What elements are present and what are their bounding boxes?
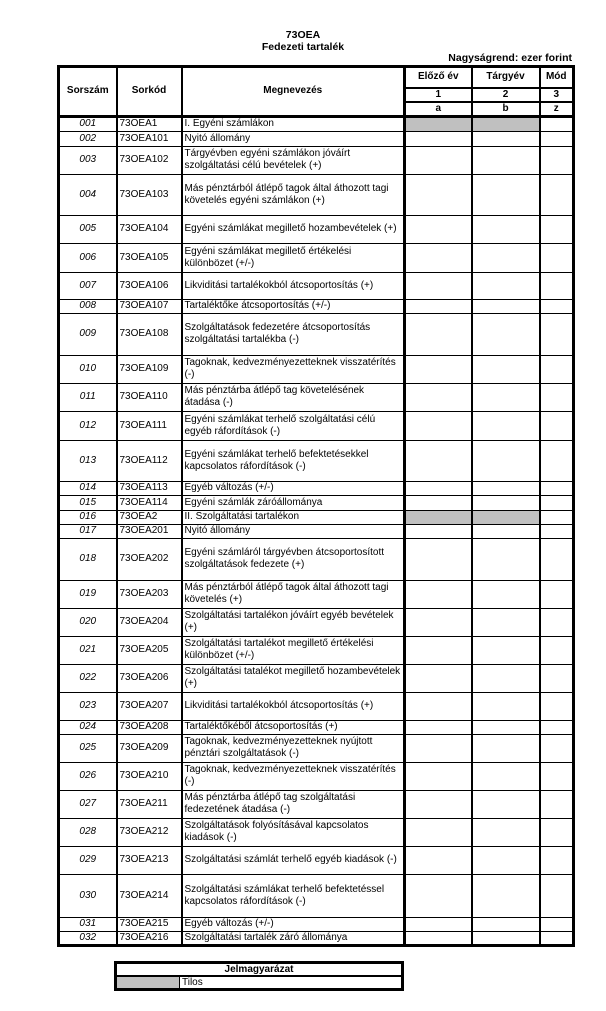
row-name: Szolgáltatási tartalékon jóváírt egyéb bevételek (+) [182, 608, 405, 636]
row-number: 028 [59, 818, 117, 846]
cell-targyev[interactable] [472, 299, 540, 313]
cell-mod[interactable] [540, 481, 574, 495]
cell-mod[interactable] [540, 931, 574, 945]
cell-mod[interactable] [540, 538, 574, 580]
row-name: I. Egyéni számlákon [182, 116, 405, 131]
cell-elozo-ev[interactable] [405, 243, 472, 272]
cell-elozo-ev [405, 116, 472, 131]
cell-elozo-ev[interactable] [405, 720, 472, 734]
cell-targyev[interactable] [472, 355, 540, 383]
cell-mod[interactable] [540, 734, 574, 762]
cell-mod[interactable] [540, 818, 574, 846]
cell-targyev[interactable] [472, 440, 540, 481]
row-number: 008 [59, 299, 117, 313]
cell-mod[interactable] [540, 524, 574, 538]
row-number: 032 [59, 931, 117, 945]
row-name: Tartaléktőke átcsoportosítás (+/-) [182, 299, 405, 313]
cell-elozo-ev[interactable] [405, 762, 472, 790]
row-number: 007 [59, 272, 117, 299]
cell-elozo-ev[interactable] [405, 215, 472, 243]
cell-targyev[interactable] [472, 846, 540, 874]
cell-mod[interactable] [540, 762, 574, 790]
row-number: 024 [59, 720, 117, 734]
cell-mod[interactable] [540, 215, 574, 243]
table-row [59, 538, 574, 580]
table-row [59, 692, 574, 720]
row-name: Egyéb változás (+/-) [182, 481, 405, 495]
form-title: Fedezeti tartalék [261, 41, 345, 53]
cell-elozo-ev[interactable] [405, 790, 472, 818]
row-number: 026 [59, 762, 117, 790]
unit-label: Nagyságrend: ezer forint [448, 52, 572, 64]
row-name: Tagoknak, kedvezményezetteknek nyújtott pénztári szolgáltatások (-) [182, 734, 405, 762]
cell-targyev[interactable] [472, 215, 540, 243]
cell-targyev[interactable] [472, 580, 540, 608]
cell-mod[interactable] [540, 874, 574, 917]
row-code: 73OEA102 [117, 146, 182, 174]
cell-mod[interactable] [540, 692, 574, 720]
row-number: 020 [59, 608, 117, 636]
table-row [59, 846, 574, 874]
cell-targyev[interactable] [472, 931, 540, 945]
cell-mod[interactable] [540, 440, 574, 481]
row-name: Egyéni számlákat terhelő szolgáltatási célú egyéb ráfordítások (-) [182, 411, 405, 440]
row-code: 73OEA101 [117, 131, 182, 146]
row-code: 73OEA114 [117, 495, 182, 510]
table-row [59, 215, 574, 243]
row-code: 73OEA205 [117, 636, 182, 664]
row-code: 73OEA106 [117, 272, 182, 299]
cell-targyev[interactable] [472, 734, 540, 762]
row-code: 73OEA107 [117, 299, 182, 313]
cell-mod[interactable] [540, 355, 574, 383]
row-code: 73OEA203 [117, 580, 182, 608]
table-row [59, 818, 574, 846]
cell-elozo-ev[interactable] [405, 299, 472, 313]
cell-targyev [472, 116, 540, 131]
row-code: 73OEA112 [117, 440, 182, 481]
row-code: 73OEA2 [117, 510, 182, 524]
cell-mod[interactable] [540, 146, 574, 174]
row-code: 73OEA210 [117, 762, 182, 790]
row-number: 001 [59, 116, 117, 131]
cell-mod[interactable] [540, 495, 574, 510]
row-code: 73OEA216 [117, 931, 182, 945]
table-row [59, 720, 574, 734]
row-number: 029 [59, 846, 117, 874]
cell-mod[interactable] [540, 636, 574, 664]
table-row [59, 383, 574, 411]
row-name: Egyéb változás (+/-) [182, 917, 405, 931]
cell-targyev[interactable] [472, 720, 540, 734]
row-name: Tagoknak, kedvezményezetteknek visszatérítés (-) [182, 762, 405, 790]
row-number: 021 [59, 636, 117, 664]
row-code: 73OEA204 [117, 608, 182, 636]
row-name: Likviditási tartalékokból átcsoportosítás (+) [182, 272, 405, 299]
cell-elozo-ev[interactable] [405, 313, 472, 355]
row-number: 015 [59, 495, 117, 510]
cell-elozo-ev[interactable] [405, 524, 472, 538]
cell-elozo-ev[interactable] [405, 146, 472, 174]
row-number: 027 [59, 790, 117, 818]
table-row [59, 355, 574, 383]
row-number: 023 [59, 692, 117, 720]
table-row [59, 131, 574, 146]
table-row [59, 636, 574, 664]
row-number: 003 [59, 146, 117, 174]
col-num-3: 3 [540, 88, 574, 102]
cell-targyev[interactable] [472, 481, 540, 495]
cell-elozo-ev[interactable] [405, 272, 472, 299]
table-row [59, 664, 574, 692]
cell-elozo-ev[interactable] [405, 692, 472, 720]
row-code: 73OEA113 [117, 481, 182, 495]
row-name: Más pénztárból átlépő tagok által áthozott tagi követelés egyéni számlákon (+) [182, 174, 405, 215]
row-number: 010 [59, 355, 117, 383]
cell-mod[interactable] [540, 664, 574, 692]
cell-mod[interactable] [540, 243, 574, 272]
row-code: 73OEA109 [117, 355, 182, 383]
cell-mod[interactable] [540, 411, 574, 440]
cell-mod[interactable] [540, 917, 574, 931]
row-name: Szolgáltatási számlát terhelő egyéb kiadások (-) [182, 846, 405, 874]
row-name: Szolgáltatási tatalékot megillető hozambevételek (+) [182, 664, 405, 692]
cell-elozo-ev[interactable] [405, 481, 472, 495]
cell-mod[interactable] [540, 272, 574, 299]
table-row [59, 734, 574, 762]
row-name: Szolgáltatások fedezetére átcsoportosítás szolgáltatási tartalékba (-) [182, 313, 405, 355]
row-code: 73OEA108 [117, 313, 182, 355]
cell-targyev[interactable] [472, 917, 540, 931]
col-letter-z: z [540, 102, 574, 117]
cell-elozo-ev[interactable] [405, 734, 472, 762]
col-letter-a: a [405, 102, 472, 117]
cell-targyev[interactable] [472, 538, 540, 580]
cell-targyev[interactable] [472, 131, 540, 146]
row-code: 73OEA214 [117, 874, 182, 917]
cell-elozo-ev[interactable] [405, 931, 472, 945]
table-row [59, 313, 574, 355]
row-name: Más pénztárba átlépő tag követelésének átadása (-) [182, 383, 405, 411]
row-number: 025 [59, 734, 117, 762]
row-number: 022 [59, 664, 117, 692]
row-name: Egyéni számlákat terhelő befektetésekkel kapcsolatos ráfordítások (-) [182, 440, 405, 481]
row-number: 011 [59, 383, 117, 411]
cell-elozo-ev[interactable] [405, 818, 472, 846]
row-number: 031 [59, 917, 117, 931]
row-name: Likviditási tartalékokból átcsoportosítás (+) [182, 692, 405, 720]
col-header-targyev: Tárgyév [472, 67, 540, 88]
cell-elozo-ev[interactable] [405, 874, 472, 917]
table-body [59, 116, 574, 945]
col-header-megnevezes: Megnevezés [182, 67, 405, 117]
cell-elozo-ev[interactable] [405, 174, 472, 215]
row-name: Egyéni számlák záróállománya [182, 495, 405, 510]
cell-mod[interactable] [540, 116, 574, 131]
row-number: 030 [59, 874, 117, 917]
row-number: 012 [59, 411, 117, 440]
row-name: II. Szolgáltatási tartalékon [182, 510, 405, 524]
table-row [59, 790, 574, 818]
cell-elozo-ev[interactable] [405, 580, 472, 608]
table-row [59, 917, 574, 931]
row-number: 017 [59, 524, 117, 538]
col-num-1: 1 [405, 88, 472, 102]
row-number: 006 [59, 243, 117, 272]
row-name: Más pénztárból átlépő tagok által áthozott tagi követelés (+) [182, 580, 405, 608]
cell-targyev[interactable] [472, 243, 540, 272]
cell-targyev[interactable] [472, 790, 540, 818]
row-name: Szolgáltatási tartalékot megillető értékelési különbözet (+/-) [182, 636, 405, 664]
cell-targyev[interactable] [472, 146, 540, 174]
row-number: 009 [59, 313, 117, 355]
cell-mod[interactable] [540, 608, 574, 636]
cell-mod[interactable] [540, 580, 574, 608]
col-letter-b: b [472, 102, 540, 117]
row-name: Szolgáltatási tartalék záró állománya [182, 931, 405, 945]
cell-targyev[interactable] [472, 383, 540, 411]
legend-table [114, 961, 404, 991]
cell-mod[interactable] [540, 299, 574, 313]
cell-elozo-ev[interactable] [405, 664, 472, 692]
table-row [59, 243, 574, 272]
table-row [59, 524, 574, 538]
col-header-sorszam: Sorszám [59, 67, 117, 117]
table-row [59, 411, 574, 440]
table-row [59, 440, 574, 481]
row-number: 019 [59, 580, 117, 608]
table-row [59, 931, 574, 945]
cell-elozo-ev[interactable] [405, 440, 472, 481]
row-code: 73OEA105 [117, 243, 182, 272]
row-number: 014 [59, 481, 117, 495]
cell-targyev[interactable] [472, 272, 540, 299]
cell-mod[interactable] [540, 131, 574, 146]
row-number: 005 [59, 215, 117, 243]
cell-targyev [472, 510, 540, 524]
row-name: Tagoknak, kedvezményezetteknek visszatérítés (-) [182, 355, 405, 383]
row-code: 73OEA110 [117, 383, 182, 411]
row-code: 73OEA201 [117, 524, 182, 538]
cell-elozo-ev[interactable] [405, 495, 472, 510]
table-row [59, 116, 574, 131]
table-row [59, 174, 574, 215]
table-row [59, 762, 574, 790]
row-number: 013 [59, 440, 117, 481]
cell-elozo-ev[interactable] [405, 846, 472, 874]
legend-item [116, 976, 403, 990]
col-num-2: 2 [472, 88, 540, 102]
row-name: Nyitó állomány [182, 131, 405, 146]
row-code: 73OEA213 [117, 846, 182, 874]
table-row [59, 481, 574, 495]
row-name: Nyitó állomány [182, 524, 405, 538]
cell-mod[interactable] [540, 846, 574, 874]
row-name: Tárgyévben egyéni számlákon jóváírt szolgáltatási célú bevételek (+) [182, 146, 405, 174]
row-name: Tartaléktőkéből átcsoportosítás (+) [182, 720, 405, 734]
row-number: 016 [59, 510, 117, 524]
row-name: Más pénztárba átlépő tag szolgáltatási fedezetének átadása (-) [182, 790, 405, 818]
cell-targyev[interactable] [472, 636, 540, 664]
cell-elozo-ev[interactable] [405, 411, 472, 440]
cell-targyev[interactable] [472, 692, 540, 720]
row-code: 73OEA206 [117, 664, 182, 692]
cell-elozo-ev[interactable] [405, 355, 472, 383]
legend-label: Tilos [180, 976, 403, 990]
cell-targyev[interactable] [472, 313, 540, 355]
cell-targyev[interactable] [472, 495, 540, 510]
table-row [59, 146, 574, 174]
cell-elozo-ev[interactable] [405, 383, 472, 411]
row-code: 73OEA207 [117, 692, 182, 720]
cell-targyev[interactable] [472, 174, 540, 215]
col-header-mod: Mód [540, 67, 574, 88]
row-code: 73OEA209 [117, 734, 182, 762]
row-number: 002 [59, 131, 117, 146]
row-code: 73OEA211 [117, 790, 182, 818]
row-name: Egyéni számláról tárgyévben átcsoportosított szolgáltatások fedezete (+) [182, 538, 405, 580]
col-header-elozo-ev: Előző év [405, 67, 472, 88]
legend-swatch-forbidden [116, 976, 180, 990]
cell-targyev[interactable] [472, 762, 540, 790]
cell-targyev[interactable] [472, 524, 540, 538]
table-row [59, 272, 574, 299]
row-code: 73OEA208 [117, 720, 182, 734]
row-name: Egyéni számlákat megillető értékelési különbözet (+/-) [182, 243, 405, 272]
cell-mod[interactable] [540, 790, 574, 818]
cell-mod[interactable] [540, 174, 574, 215]
table-row [59, 510, 574, 524]
cell-mod[interactable] [540, 383, 574, 411]
cell-targyev[interactable] [472, 818, 540, 846]
cell-mod[interactable] [540, 510, 574, 524]
data-table [57, 65, 575, 947]
cell-targyev[interactable] [472, 874, 540, 917]
cell-elozo-ev[interactable] [405, 131, 472, 146]
row-number: 004 [59, 174, 117, 215]
legend-title: Jelmagyarázat [116, 963, 403, 977]
table-row [59, 495, 574, 510]
row-name: Egyéni számlákat megillető hozambevételek (+) [182, 215, 405, 243]
row-code: 73OEA104 [117, 215, 182, 243]
cell-elozo-ev[interactable] [405, 917, 472, 931]
cell-elozo-ev [405, 510, 472, 524]
form-code: 73OEA [285, 29, 321, 41]
row-code: 73OEA202 [117, 538, 182, 580]
cell-elozo-ev[interactable] [405, 608, 472, 636]
table-row [59, 299, 574, 313]
row-name: Szolgáltatási számlákat terhelő befektetéssel kapcsolatos ráfordítások (-) [182, 874, 405, 917]
cell-mod[interactable] [540, 720, 574, 734]
cell-mod[interactable] [540, 313, 574, 355]
row-code: 73OEA1 [117, 116, 182, 131]
table-row [59, 580, 574, 608]
cell-elozo-ev[interactable] [405, 636, 472, 664]
row-code: 73OEA103 [117, 174, 182, 215]
table-row [59, 608, 574, 636]
cell-targyev[interactable] [472, 608, 540, 636]
cell-targyev[interactable] [472, 664, 540, 692]
table-row [59, 874, 574, 917]
row-code: 73OEA215 [117, 917, 182, 931]
row-code: 73OEA111 [117, 411, 182, 440]
row-code: 73OEA212 [117, 818, 182, 846]
cell-targyev[interactable] [472, 411, 540, 440]
row-number: 018 [59, 538, 117, 580]
col-header-sorkod: Sorkód [117, 67, 182, 117]
cell-elozo-ev[interactable] [405, 538, 472, 580]
row-name: Szolgáltatások folyósításával kapcsolatos kiadások (-) [182, 818, 405, 846]
